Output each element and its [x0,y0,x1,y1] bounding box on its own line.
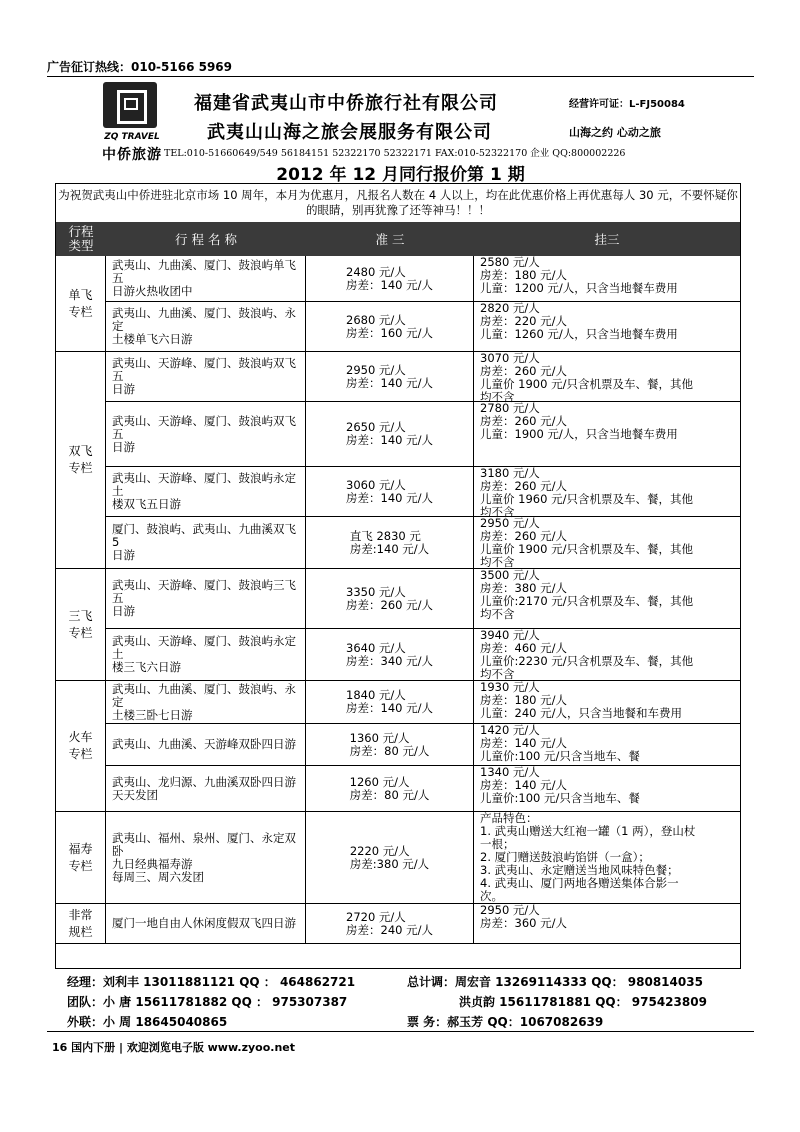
company-name-2: 武夷山山海之旅会展服务有限公司 [207,122,492,143]
header [47,80,754,162]
contact-dispatcher: 总计调：周宏音 13269114333 QQ： 980814035 [407,975,703,989]
category-cell [56,256,106,352]
contact-team: 团队：小 唐 15611781882 QQ ： 975307387 [67,995,348,1009]
license-number: 经营许可证：L-FJ50084 [569,99,685,110]
price-table [55,183,741,969]
zhun-price: 2950 元/人 房差：140 元/人 [346,362,433,390]
route-cell [106,904,306,944]
gua-price: 2820 元/人 房差：220 元/人 儿童：1260 元/人，只含当地餐车费用 [474,302,740,352]
category-label: 福寿 专栏 [68,841,93,873]
zhun-price: 2720 元/人 房差：240 元/人 [346,909,433,937]
contact-ticketing: 票 务：郝玉芳 QQ：1067082639 [407,1015,604,1029]
contact-line: TEL:010-51660649/549 56184151 52322170 52322171 FAX:010-52322170 企业 QQ:800002226 [164,148,626,159]
zhun-price: 1260 元/人 房差：80 元/人 [349,774,430,802]
zhun-price: 1360 元/人 房差：80 元/人 [349,730,430,758]
category-label: 火车 专栏 [68,730,93,761]
route-cell [106,467,306,517]
route-cell [106,569,306,629]
route-name: 厦门一地自由人休闲度假双飞四日游 [112,916,296,930]
contact-outreach: 外联：小 周 18645040865 [67,1015,228,1029]
contact-row-1 [67,973,747,993]
zhun-price-cell [306,517,474,569]
category-label: 单飞 专栏 [68,287,93,319]
zhun-price: 3060 元/人 房差：140 元/人 [346,477,433,505]
page-title: 2012 年 12 月同行报价第 1 期 [276,165,525,185]
zhun-price-cell [306,256,474,302]
page-footer: 16 国内下册 | 欢迎浏览电子版 www.zyoo.net [52,1041,296,1054]
logo-english: ZQ TRAVEL [104,132,160,142]
zhun-price-cell [306,402,474,467]
zhun-price-cell [306,766,474,812]
footer-contacts [67,973,747,1033]
zhun-price: 2680 元/人 房差：160 元/人 [346,312,433,340]
gua-price: 3500 元/人 房差：380 元/人 儿童价:2170 元/只含机票及车、餐，其他 均不含 [474,569,740,629]
zhun-price: 直飞 2830 元 房差:140 元/人 [349,528,430,556]
header-gua: 挂三 [594,232,620,247]
contact-hong: 洪贞韵 15611781881 QQ： 975423809 [459,995,707,1009]
route-name: 武夷山、福州、泉州、厦门、永定双卧 九日经典福寿游 每周三、周六发团 [112,830,296,884]
gua-price: 2950 元/人 房差：260 元/人 儿童价 1900 元/只含机票及车、餐，其他 均不含 [474,517,740,569]
table-header [56,222,740,256]
route-name: 武夷山、天游峰、厦门、鼓浪屿双飞五 日游 [112,413,296,454]
zhun-price-cell [306,467,474,517]
zhun-price-cell [306,569,474,629]
route-cell [106,724,306,766]
gua-price: 2580 元/人 房差：180 元/人 儿童：1200 元/人，只含当地餐车费用 [474,256,740,302]
route-name: 武夷山、天游峰、厦门、鼓浪屿永定土 楼三飞六日游 [112,634,296,674]
top-divider [47,76,754,77]
route-name: 武夷山、九曲溪、厦门、鼓浪屿、永定 土楼三卧七日游 [112,681,296,722]
category-label: 三飞 专栏 [68,608,93,640]
gua-price: 1420 元/人 房差：140 元/人 儿童价:100 元/只含当地车、餐 [474,724,740,766]
logo-mark-icon [103,82,157,128]
promo-text: 为祝贺武夷山中侨进驻北京市场 10 周年，本月为优惠月，凡报名人数在 4 人以上，均在此优惠价格上再优惠每人 30 元，不要怀疑你的眼睛，别再犹豫了还等神马！！！ [58,188,738,217]
zhun-price: 1840 元/人 房差：140 元/人 [346,688,433,715]
route-name: 武夷山、九曲溪、天游峰双卧四日游 [112,737,296,751]
contact-row-3 [67,1013,747,1033]
route-cell [106,517,306,569]
route-cell [106,352,306,402]
route-cell [106,402,306,467]
category-cell [56,812,106,904]
contact-manager: 经理：刘利丰 13011881121 QQ ： 464862721 [67,975,356,989]
zhun-price-cell [306,352,474,402]
route-name: 武夷山、天游峰、厦门、鼓浪屿双飞五 日游 [112,356,296,396]
header-route: 行 程 名 称 [175,232,237,247]
gua-price: 3940 元/人 房差：460 元/人 儿童价:2230 元/只含机票及车、餐，其他 均不含 [474,629,740,681]
category-label: 非常 规栏 [68,907,93,939]
gua-price: 2780 元/人 房差：260 元/人 儿童：1900 元/人，只含当地餐车费用 [474,402,740,467]
route-name: 武夷山、九曲溪、厦门、鼓浪屿单飞五 日游火热收团中 [112,258,296,298]
logo-chinese: 中侨旅游 [102,147,162,163]
category-cell [56,681,106,812]
route-cell [106,681,306,724]
company-logo [99,80,165,162]
zhun-price-cell [306,302,474,352]
zhun-price: 3640 元/人 房差：340 元/人 [346,640,433,668]
route-name: 武夷山、九曲溪、厦门、鼓浪屿、永定 土楼单飞六日游 [112,306,296,346]
footer-divider [47,1031,754,1032]
zhun-price-cell [306,812,474,904]
route-name: 武夷山、龙归源、九曲溪双卧四日游 天天发团 [112,774,296,802]
gua-price: 产品特色： 1. 武夷山赠送大红袍一罐（1 两），登山杖 一根； 2. 厦门赠送鼓浪屿馅饼（一盒）； 3. 武夷山、永定赠送当地风味特色餐； 4. 武夷山、厦门两地各赠送集体合影一 次。 [474,812,740,904]
route-cell [106,629,306,681]
zhun-price-cell [306,724,474,766]
company-name-1: 福建省武夷山市中侨旅行社有限公司 [194,93,498,114]
category-label: 双飞 专栏 [68,444,93,475]
route-name: 厦门、鼓浪屿、武夷山、九曲溪双飞 5 日游 [112,522,296,562]
zhun-price: 2480 元/人 房差：140 元/人 [346,264,433,292]
zhun-price: 2220 元/人 房差:380 元/人 [349,843,430,871]
zhun-price-cell [306,904,474,944]
category-cell [56,569,106,681]
gua-price: 1340 元/人 房差：140 元/人 儿童价:100 元/只含当地车、餐 [474,766,740,812]
ad-hotline: 广告征订热线：010-5166 5969 [47,60,233,74]
route-cell [106,256,306,302]
header-zhun: 准 三 [375,232,405,247]
gua-price: 2950 元/人 房差：360 元/人 [474,904,740,944]
route-name: 武夷山、天游峰、厦门、鼓浪屿永定土 楼双飞五日游 [112,471,296,511]
zhun-price-cell [306,629,474,681]
category-cell [56,352,106,569]
gua-price: 3070 元/人 房差：260 元/人 儿童价 1900 元/只含机票及车、餐，其他 均不含 [474,352,740,402]
route-cell [106,302,306,352]
route-name: 武夷山、天游峰、厦门、鼓浪屿三飞五 日游 [112,578,296,618]
route-cell [106,812,306,904]
route-cell [106,766,306,812]
zhun-price-cell [306,681,474,724]
slogan: 山海之约 心动之旅 [569,126,661,139]
category-cell [56,904,106,944]
zhun-price: 2650 元/人 房差：140 元/人 [346,420,433,447]
gua-price: 1930 元/人 房差：180 元/人 儿童：240 元/人，只含当地餐和车费用 [474,681,740,724]
gua-price: 3180 元/人 房差：260 元/人 儿童价 1960 元/只含机票及车、餐，其他 均不含 [474,467,740,517]
header-type: 行程 类型 [68,224,94,253]
contact-row-2 [67,993,747,1013]
zhun-price: 3350 元/人 房差：260 元/人 [346,584,433,612]
